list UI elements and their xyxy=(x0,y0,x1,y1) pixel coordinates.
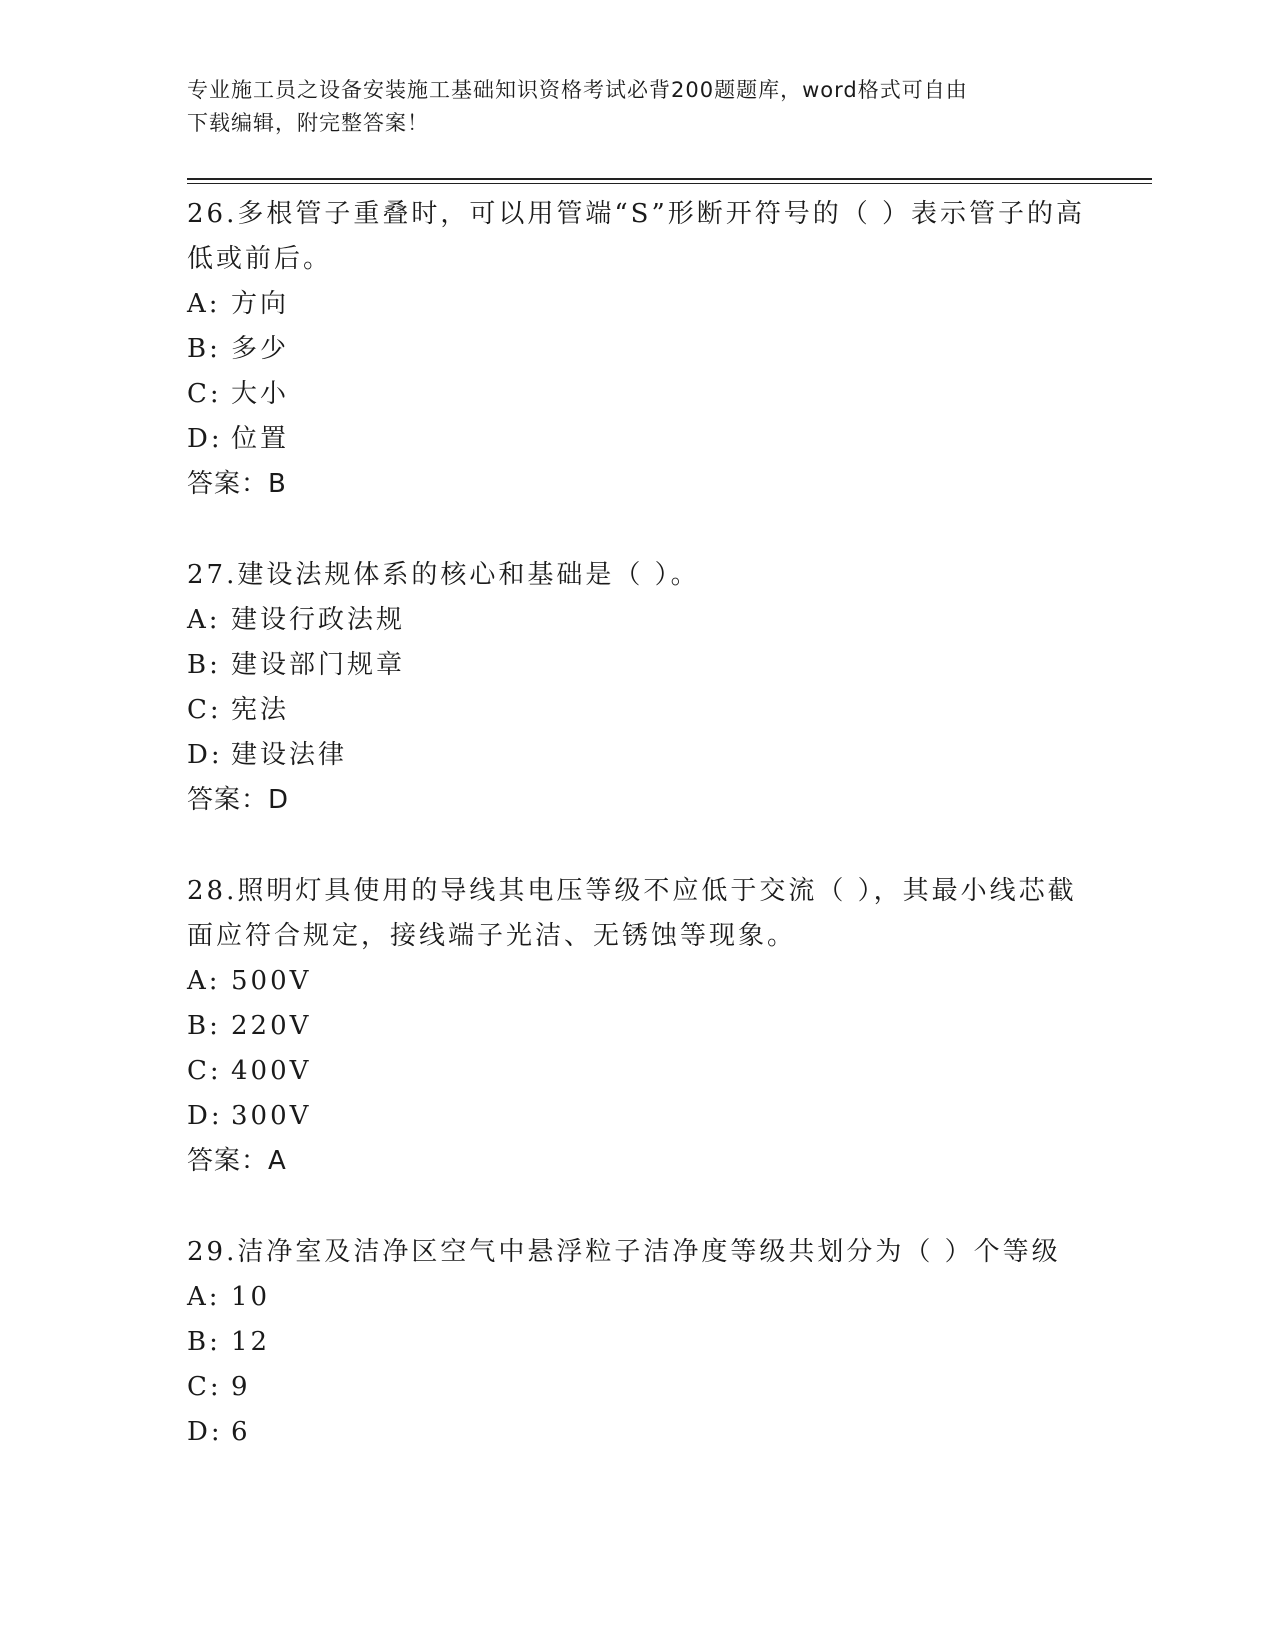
answer-label: 答案： xyxy=(187,1146,269,1176)
option-text: 建设行政法规 xyxy=(231,605,406,635)
question-stem: 26.多根管子重叠时，可以用管端“S”形断开符号的（ ）表示管子的高低或前后。 xyxy=(187,199,1086,274)
option-text: 大小 xyxy=(231,379,290,409)
option-d xyxy=(187,1094,1087,1139)
option-text: 建设部门规章 xyxy=(231,650,406,680)
option-b xyxy=(187,1320,1087,1365)
option-c xyxy=(187,1049,1087,1094)
option-b xyxy=(187,327,1087,372)
document-header xyxy=(187,74,1067,140)
option-text: 12 xyxy=(231,1327,271,1357)
option-d xyxy=(187,733,1087,778)
question-27 xyxy=(187,553,1087,823)
option-key: A: xyxy=(187,605,221,635)
option-a xyxy=(187,598,1087,643)
header-line-2: 下载编辑，附完整答案！ xyxy=(187,111,429,135)
answer-value: A xyxy=(268,1146,287,1176)
option-text: 9 xyxy=(231,1372,251,1402)
question-26 xyxy=(187,192,1087,507)
option-key: D: xyxy=(187,1101,223,1131)
answer-value: D xyxy=(268,785,290,815)
answer-label: 答案： xyxy=(187,469,269,499)
option-text: 方向 xyxy=(231,289,290,319)
option-key: C: xyxy=(187,1372,222,1402)
option-text: 400V xyxy=(231,1056,312,1086)
question-stem: 27.建设法规体系的核心和基础是（ ）。 xyxy=(187,560,700,590)
option-key: C: xyxy=(187,695,222,725)
option-key: B: xyxy=(187,650,221,680)
option-key: B: xyxy=(187,334,221,364)
answer-value: B xyxy=(268,469,287,499)
option-key: B: xyxy=(187,1011,221,1041)
answer-line xyxy=(187,1139,1087,1184)
answer-line xyxy=(187,778,1087,823)
option-key: C: xyxy=(187,1056,222,1086)
question-29 xyxy=(187,1230,1087,1455)
option-key: A: xyxy=(187,289,221,319)
option-key: B: xyxy=(187,1327,221,1357)
option-d xyxy=(187,1410,1087,1455)
option-c xyxy=(187,688,1087,733)
header-line-1: 专业施工员之设备安装施工基础知识资格考试必背200题题库，word格式可自由 xyxy=(187,78,968,102)
option-text: 多少 xyxy=(231,334,290,364)
option-key: D: xyxy=(187,740,223,770)
header-divider-thick xyxy=(187,178,1152,180)
option-text: 宪法 xyxy=(231,695,290,725)
question-stem: 29.洁净室及洁净区空气中悬浮粒子洁净度等级共划分为（ ）个等级 xyxy=(187,1237,1061,1267)
question-28 xyxy=(187,869,1087,1184)
option-key: D: xyxy=(187,424,223,454)
option-key: D: xyxy=(187,1417,223,1447)
option-b xyxy=(187,1004,1087,1049)
answer-line xyxy=(187,462,1087,507)
option-a xyxy=(187,959,1087,1004)
question-stem: 28.照明灯具使用的导线其电压等级不应低于交流（ ），其最小线芯截面应符合规定，接线端子光洁、无锈蚀等现象。 xyxy=(187,876,1077,951)
option-a xyxy=(187,1275,1087,1320)
option-text: 220V xyxy=(231,1011,312,1041)
option-c xyxy=(187,372,1087,417)
option-d xyxy=(187,417,1087,462)
option-key: C: xyxy=(187,379,222,409)
option-key: A: xyxy=(187,966,221,996)
option-a xyxy=(187,282,1087,327)
option-text: 位置 xyxy=(231,424,290,454)
option-b xyxy=(187,643,1087,688)
option-key: A: xyxy=(187,1282,221,1312)
option-text: 6 xyxy=(231,1417,251,1447)
option-text: 500V xyxy=(231,966,312,996)
option-text: 10 xyxy=(231,1282,271,1312)
option-c xyxy=(187,1365,1087,1410)
answer-label: 答案： xyxy=(187,785,269,815)
question-list xyxy=(187,192,1087,1501)
header-divider-thin xyxy=(187,183,1152,184)
option-text: 300V xyxy=(231,1101,312,1131)
option-text: 建设法律 xyxy=(231,740,348,770)
